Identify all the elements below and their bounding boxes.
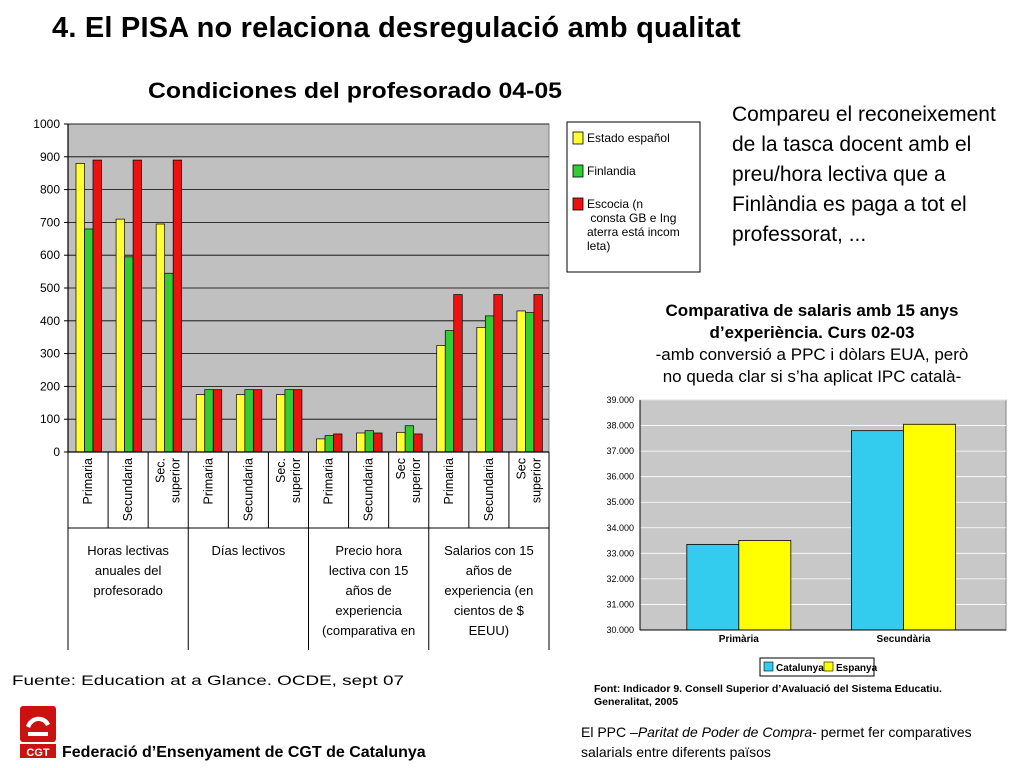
- category-label-line: superior: [409, 458, 424, 504]
- main-ytick-label: 0: [53, 445, 60, 459]
- bar-estado: [116, 219, 125, 452]
- bar-estado: [397, 432, 406, 452]
- legend-swatch-finlandia: [573, 165, 583, 177]
- legend-swatch-escocia: [573, 198, 583, 210]
- legend-label-line: leta): [587, 239, 611, 253]
- legend-swatch-espanya: [824, 662, 833, 671]
- main-chart-source: Fuente: Education at a Glance. OCDE, sept 07: [12, 672, 405, 688]
- main-ytick-label: 500: [39, 281, 60, 295]
- salary-title-line: no queda clar si s’ha aplicat IPC català-: [662, 367, 962, 386]
- ppc-note-prefix: El PPC –: [581, 724, 638, 740]
- bar-escocia: [213, 390, 222, 452]
- legend-swatch-catalunya: [764, 662, 773, 671]
- main-legend: [567, 122, 700, 272]
- salary-ytick-label: 35.000: [606, 497, 634, 508]
- ppc-note-term: Paritat de Poder de Compra: [637, 724, 813, 740]
- group-label-line: años de: [465, 563, 513, 578]
- main-ytick-label: 700: [39, 215, 60, 230]
- category-label-line: superior: [529, 458, 544, 504]
- category-label-line: Sec: [514, 458, 529, 480]
- salary-ytick-label: 34.000: [606, 522, 634, 533]
- bar-estado: [437, 345, 446, 452]
- group-label-line: cientos de $: [453, 603, 524, 618]
- bar-estado: [196, 395, 205, 452]
- category-label-line: Sec.: [153, 458, 168, 484]
- bar-escocia: [374, 433, 383, 452]
- legend-label-line: aterra está incom: [587, 225, 680, 239]
- legend-swatch-estado: [573, 132, 583, 144]
- salary-title-line: -amb conversió a PPC i dòlars EUA, però: [655, 345, 969, 364]
- salary-bar-espanya: [904, 424, 956, 630]
- group-label-line: profesorado: [93, 583, 163, 598]
- legend-label-line: Escocia (n: [587, 197, 644, 211]
- bar-escocia: [534, 295, 543, 452]
- salary-chart-title: [656, 301, 969, 386]
- bar-estado: [357, 433, 366, 452]
- bar-finlandia: [405, 426, 414, 452]
- salary-title-line: d’experiència. Curs 02-03: [709, 323, 915, 342]
- bar-escocia: [293, 390, 302, 452]
- bar-finlandia: [125, 257, 134, 452]
- main-ytick-label: 800: [39, 182, 60, 197]
- salary-source-line: Font: Indicador 9. Consell Superior d’Avaluació del Sistema Educatiu.: [594, 683, 942, 695]
- category-label: [154, 458, 183, 503]
- salary-bar-espanya: [739, 541, 791, 630]
- salary-source-line: Generalitat, 2005: [594, 696, 679, 708]
- salary-ytick-label: 30.000: [606, 625, 634, 635]
- salary-ytick-label: 36.000: [606, 471, 634, 482]
- legend-label-estado: Estado español: [587, 131, 670, 145]
- category-label-line: Sec: [394, 458, 409, 480]
- category-label-line: Sec.: [273, 458, 288, 484]
- salary-bar-catalunya: [852, 431, 904, 630]
- bar-escocia: [253, 390, 261, 452]
- salary-chart: [578, 294, 1018, 714]
- legend-label-line: consta GB e Ing: [587, 211, 677, 225]
- group-label-line: (comparativa en: [322, 623, 416, 638]
- bar-escocia: [334, 434, 343, 452]
- category-label-line: Primaria: [201, 458, 216, 505]
- bar-finlandia: [445, 331, 454, 452]
- bar-finlandia: [325, 436, 334, 452]
- ppc-note: [581, 722, 1011, 762]
- category-label: [274, 458, 303, 503]
- category-label: [482, 458, 496, 521]
- category-label: [442, 458, 456, 505]
- category-label-line: Secundaria: [241, 458, 256, 522]
- bar-estado: [276, 395, 285, 452]
- salary-title-line: Comparativa de salaris amb 15 anys: [665, 301, 959, 320]
- salary-category-label: Secundària: [876, 634, 931, 645]
- main-ytick-label: 100: [39, 412, 60, 427]
- bar-estado: [317, 439, 326, 452]
- main-ytick-label: 900: [39, 149, 60, 164]
- salary-ytick-label: 38.000: [606, 420, 634, 431]
- bar-finlandia: [365, 431, 374, 452]
- group-label-line: Horas lectivas: [87, 543, 169, 558]
- bar-estado: [76, 163, 85, 452]
- cgt-logo: [18, 704, 58, 760]
- main-ytick-label: 1000: [33, 117, 60, 131]
- category-label: [514, 458, 543, 503]
- main-ytick-label: 200: [39, 379, 60, 394]
- bar-escocia: [494, 295, 503, 452]
- group-label-line: Salarios con 15: [444, 543, 534, 558]
- category-label-line: Secundaria: [361, 458, 376, 522]
- group-label-line: EEUU): [468, 623, 510, 638]
- category-label: [81, 458, 95, 505]
- ppc-note-suffix: - permet fer comparatives salarials entre diferents països: [581, 724, 972, 760]
- category-label-line: Secundaria: [121, 458, 136, 522]
- salary-legend: [760, 658, 878, 676]
- category-label-line: superior: [168, 458, 183, 504]
- bar-finlandia: [85, 229, 94, 452]
- category-label-line: Primaria: [81, 458, 96, 505]
- salary-chart-source: [594, 683, 942, 708]
- salary-ytick-label: 32.000: [606, 573, 634, 584]
- bar-finlandia: [205, 390, 214, 452]
- bar-finlandia: [165, 273, 174, 452]
- bar-escocia: [173, 160, 182, 452]
- bar-escocia: [133, 160, 142, 452]
- category-label-line: Secundaria: [481, 458, 496, 522]
- slide-title: 4. El PISA no relaciona desregulació amb qualitat: [52, 12, 741, 44]
- legend-label-finlandia: Finlandia: [587, 164, 636, 178]
- legend-label-catalunya: Catalunya: [776, 663, 824, 674]
- category-label: [362, 458, 376, 521]
- category-label: [241, 458, 255, 521]
- salary-ytick-label: 33.000: [606, 548, 634, 559]
- bar-escocia: [414, 434, 423, 452]
- group-label-line: Precio hora: [335, 543, 402, 558]
- category-label: [322, 458, 336, 505]
- group-label-line: lectiva con 15: [328, 563, 409, 578]
- salary-bar-catalunya: [687, 544, 739, 630]
- salary-ytick-label: 37.000: [606, 446, 634, 457]
- group-label-line: experiencia (en: [444, 583, 534, 598]
- footer-organization: Federació d’Ensenyament de CGT de Catalunya: [62, 744, 426, 761]
- legend-label-espanya: Espanya: [836, 663, 878, 674]
- bar-finlandia: [245, 390, 254, 452]
- bar-finlandia: [485, 316, 494, 452]
- salary-category-label: Primària: [718, 634, 759, 645]
- main-ytick-label: 300: [39, 346, 60, 361]
- group-label-line: anuales del: [94, 563, 162, 578]
- bar-finlandia: [525, 313, 534, 452]
- group-label-line: experiencia: [335, 603, 402, 618]
- category-label-line: superior: [288, 458, 303, 504]
- main-ytick-label: 400: [39, 313, 60, 328]
- category-label: [121, 458, 135, 521]
- bar-escocia: [93, 160, 102, 452]
- bar-estado: [477, 327, 486, 452]
- category-label-line: Primaria: [441, 458, 456, 505]
- bar-escocia: [454, 295, 463, 452]
- salary-ytick-label: 31.000: [606, 599, 634, 610]
- bar-estado: [517, 311, 526, 452]
- group-label-line: Días lectivos: [211, 543, 286, 558]
- group-label-line: años de: [345, 583, 392, 598]
- salary-ytick-label: 39.000: [606, 395, 634, 405]
- category-label: [394, 458, 423, 503]
- description-text: Compareu el reconeixement de la tasca docent amb el preu/hora lectiva que a Finlàndia es paga a tot el professorat, ...: [732, 103, 996, 246]
- bar-finlandia: [285, 390, 294, 452]
- bar-estado: [156, 224, 165, 452]
- category-label: [201, 458, 215, 505]
- main-chart-title: Condiciones del profesorado 04-05: [148, 78, 562, 103]
- main-ytick-label: 600: [39, 248, 60, 263]
- bar-estado: [236, 395, 245, 452]
- category-label-line: Primaria: [321, 458, 336, 505]
- logo-text: CGT: [26, 747, 50, 759]
